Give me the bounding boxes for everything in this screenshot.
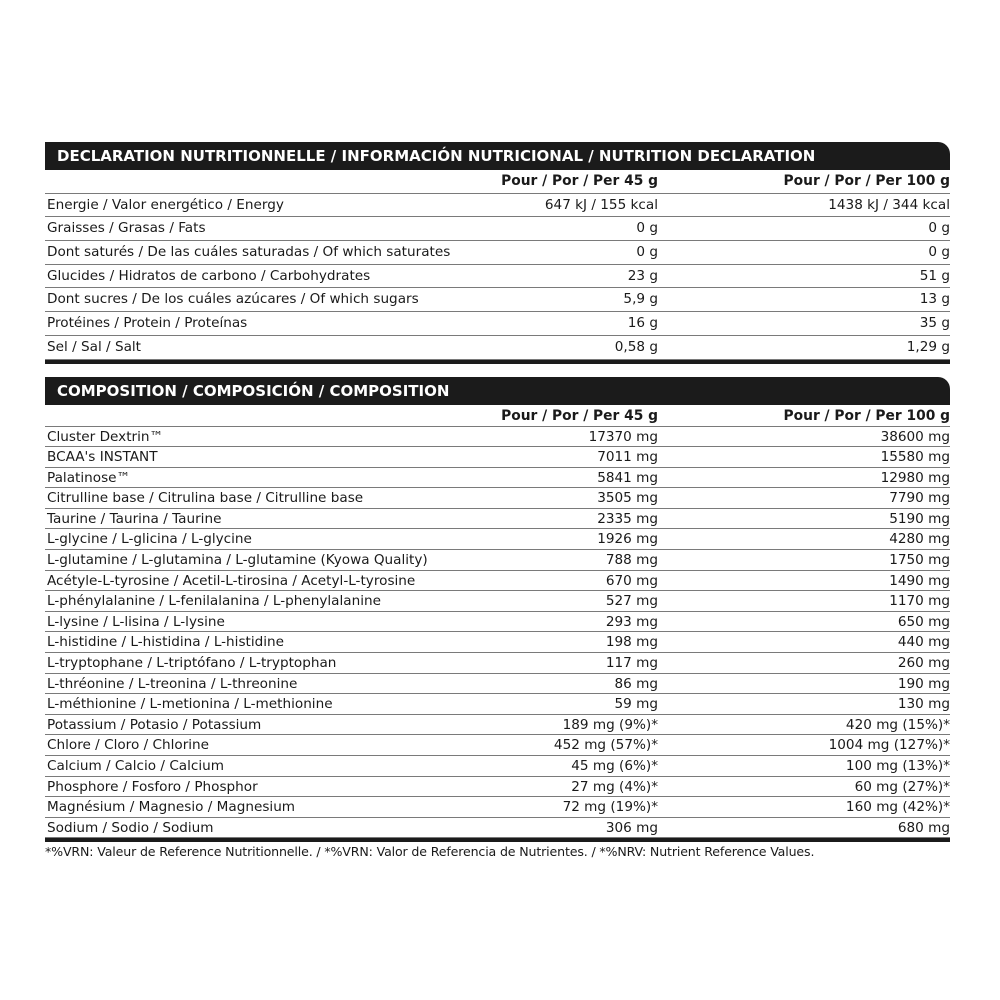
row-label: Dont sucres / De los cuáles azúcares / Of which sugars: [47, 291, 419, 308]
value-per-45g: 23 g: [627, 267, 658, 284]
value-per-100g: 190 mg: [897, 675, 950, 692]
value-per-100g: 51 g: [919, 267, 950, 284]
value-per-45g: 5,9 g: [623, 291, 658, 308]
table-row: [45, 312, 950, 336]
value-per-100g: 38600 mg: [880, 428, 950, 445]
value-per-100g: 4280 mg: [889, 531, 950, 548]
row-label: L-glutamine / L-glutamina / L-glutamine (Kyowa Quality): [47, 552, 428, 569]
table-row: [45, 818, 950, 839]
value-per-45g: 527 mg: [605, 593, 658, 610]
column-header-row: [45, 405, 950, 427]
table-row: [45, 735, 950, 756]
table-row: [45, 488, 950, 509]
value-per-100g: 420 mg (15%)*: [845, 716, 950, 733]
table-row: [45, 336, 950, 360]
row-label: Cluster Dextrin™: [47, 428, 164, 445]
value-per-45g: 293 mg: [605, 613, 658, 630]
value-per-100g: 0 g: [928, 220, 950, 237]
row-label: Energie / Valor energético / Energy: [47, 196, 284, 213]
value-per-100g: 15580 mg: [880, 449, 950, 466]
value-per-100g: 440 mg: [897, 634, 950, 651]
row-label: L-glycine / L-glicina / L-glycine: [47, 531, 252, 548]
value-per-45g: 7011 mg: [597, 449, 658, 466]
nutrition-declaration-section: [45, 142, 950, 364]
nutrition-label: [45, 142, 950, 842]
value-per-100g: 35 g: [919, 315, 950, 332]
row-label: L-lysine / L-lisina / L-lysine: [47, 613, 225, 630]
table-row: [45, 550, 950, 571]
table-row: [45, 468, 950, 489]
value-per-45g: 2335 mg: [597, 510, 658, 527]
table-row: [45, 777, 950, 798]
composition-title: COMPOSITION / COMPOSICIÓN / COMPOSITION: [45, 377, 950, 405]
row-label: Acétyle-L-tyrosine / Acetil-L-tirosina / Acetyl-L-tyrosine: [47, 572, 416, 589]
value-per-45g: 452 mg (57%)*: [553, 737, 658, 754]
value-per-45g: 0 g: [636, 244, 658, 261]
value-per-100g: 0 g: [928, 244, 950, 261]
value-per-45g: 647 kJ / 155 kcal: [544, 196, 658, 213]
row-label: Dont saturés / De las cuáles saturadas / Of which saturates: [47, 244, 451, 261]
reference-values-footnote: *%VRN: Valeur de Reference Nutritionnelle. / *%VRN: Valor de Referencia de Nutrientes. / *%NRV: Nutrient Reference Values.: [45, 844, 815, 859]
table-row: [45, 265, 950, 289]
table-row: [45, 674, 950, 695]
value-per-45g: 788 mg: [605, 552, 658, 569]
value-per-45g: 0,58 g: [614, 338, 658, 355]
table-row: [45, 756, 950, 777]
row-label: Calcium / Calcio / Calcium: [47, 758, 225, 774]
nutrition-declaration-title: DECLARATION NUTRITIONNELLE / INFORMACIÓN NUTRICIONAL / NUTRITION DECLARATION: [45, 142, 950, 170]
value-per-45g: 86 mg: [614, 675, 658, 692]
table-row: [45, 571, 950, 592]
per-45g-header: Pour / Por / Per 45 g: [501, 407, 658, 424]
row-label: Citrulline base / Citrulina base / Citrulline base: [47, 490, 364, 507]
section-divider: [45, 838, 950, 842]
value-per-45g: 72 mg (19%)*: [562, 799, 658, 816]
value-per-100g: 1438 kJ / 344 kcal: [828, 196, 950, 213]
row-label: L-histidine / L-histidina / L-histidine: [47, 634, 285, 651]
row-label: L-phénylalanine / L-fenilalanina / L-phenylalanine: [47, 593, 381, 610]
table-row: [45, 591, 950, 612]
table-row: [45, 694, 950, 715]
value-per-45g: 0 g: [636, 220, 658, 237]
value-per-45g: 198 mg: [605, 634, 658, 651]
value-per-100g: 650 mg: [897, 613, 950, 630]
table-row: [45, 632, 950, 653]
column-header-row: [45, 170, 950, 194]
value-per-100g: 13 g: [919, 291, 950, 308]
value-per-45g: 27 mg (4%)*: [571, 778, 658, 795]
composition-section: [45, 377, 950, 843]
row-label: Sel / Sal / Salt: [47, 338, 142, 355]
table-row: [45, 447, 950, 468]
value-per-100g: 1004 mg (127%)*: [828, 737, 950, 754]
row-label: BCAA's INSTANT: [47, 449, 158, 466]
row-label: Magnésium / Magnesio / Magnesium: [47, 799, 296, 816]
row-label: Phosphore / Fosforo / Phosphor: [47, 778, 258, 795]
value-per-45g: 45 mg (6%)*: [571, 758, 658, 774]
value-per-100g: 680 mg: [897, 819, 950, 836]
value-per-100g: 1490 mg: [889, 572, 950, 589]
table-row: [45, 715, 950, 736]
table-row: [45, 612, 950, 633]
value-per-100g: 12980 mg: [880, 469, 950, 486]
value-per-100g: 1,29 g: [906, 338, 950, 355]
value-per-45g: 5841 mg: [597, 469, 658, 486]
value-per-45g: 670 mg: [605, 572, 658, 589]
value-per-45g: 16 g: [627, 315, 658, 332]
nutrition-table: [45, 170, 950, 360]
row-label: Protéines / Protein / Proteínas: [47, 315, 248, 332]
value-per-100g: 1750 mg: [889, 552, 950, 569]
value-per-100g: 130 mg: [897, 696, 950, 713]
row-label: Graisses / Grasas / Fats: [47, 220, 206, 237]
section-divider: [45, 360, 950, 364]
row-label: L-tryptophane / L-triptófano / L-tryptophan: [47, 655, 337, 672]
value-per-45g: 117 mg: [605, 655, 658, 672]
table-row: [45, 217, 950, 241]
value-per-100g: 100 mg (13%)*: [845, 758, 950, 774]
value-per-45g: 306 mg: [605, 819, 658, 836]
table-row: [45, 797, 950, 818]
row-label: L-thréonine / L-treonina / L-threonine: [47, 675, 298, 692]
row-label: Chlore / Cloro / Chlorine: [47, 737, 210, 754]
table-row: [45, 194, 950, 218]
per-45g-header: Pour / Por / Per 45 g: [501, 173, 658, 189]
row-label: Palatinose™: [47, 469, 131, 486]
per-100g-header: Pour / Por / Per 100 g: [783, 407, 950, 424]
table-row: [45, 288, 950, 312]
value-per-100g: 260 mg: [897, 655, 950, 672]
value-per-45g: 3505 mg: [597, 490, 658, 507]
table-row: [45, 529, 950, 550]
table-row: [45, 241, 950, 265]
table-row: [45, 427, 950, 448]
table-row: [45, 509, 950, 530]
row-label: Taurine / Taurina / Taurine: [47, 510, 222, 527]
value-per-100g: 160 mg (42%)*: [845, 799, 950, 816]
row-label: Potassium / Potasio / Potassium: [47, 716, 262, 733]
row-label: Glucides / Hidratos de carbono / Carbohydrates: [47, 267, 371, 284]
value-per-100g: 7790 mg: [889, 490, 950, 507]
composition-table: [45, 405, 950, 839]
row-label: L-méthionine / L-metionina / L-methionine: [47, 696, 333, 713]
value-per-100g: 60 mg (27%)*: [854, 778, 950, 795]
table-row: [45, 653, 950, 674]
value-per-45g: 17370 mg: [588, 428, 658, 445]
value-per-45g: 1926 mg: [597, 531, 658, 548]
row-label: Sodium / Sodio / Sodium: [47, 819, 214, 836]
value-per-45g: 59 mg: [614, 696, 658, 713]
value-per-45g: 189 mg (9%)*: [562, 716, 658, 733]
value-per-100g: 5190 mg: [889, 510, 950, 527]
value-per-100g: 1170 mg: [889, 593, 950, 610]
per-100g-header: Pour / Por / Per 100 g: [783, 173, 950, 189]
